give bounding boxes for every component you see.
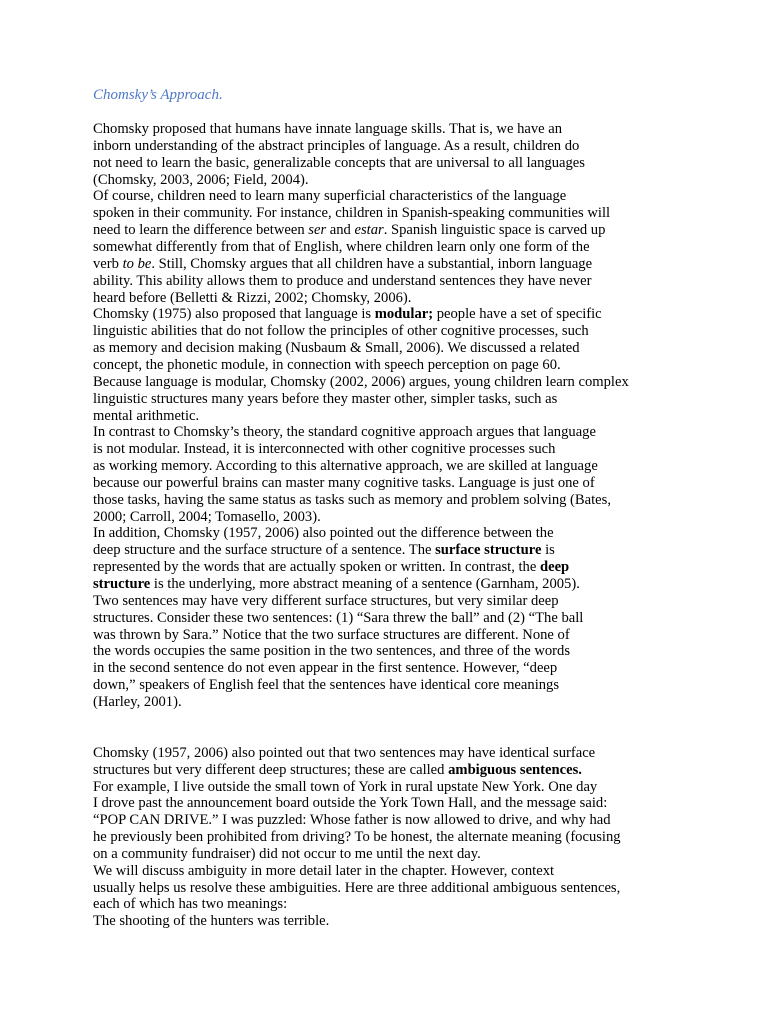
text-run: Chomsky (1957, 2006) also pointed out that two sentences may have identical surface: [93, 744, 596, 761]
text-line: [93, 441, 555, 458]
text-run: deep structure and the surface structure of a sentence. The: [93, 542, 436, 559]
text-run: and: [326, 222, 355, 239]
text-line: [93, 492, 611, 509]
text-run: each of which has two meanings:: [93, 896, 288, 913]
text-run: (Chomsky, 2003, 2006; Field, 2004).: [93, 171, 309, 188]
text-line: [93, 643, 570, 660]
text-line: [93, 340, 580, 357]
bold-term: structure: [93, 576, 151, 592]
text-run: as working memory. According to this alternative approach, we are skilled at language: [93, 458, 598, 474]
text-run: on a community fundraiser) did not occur to me until the next day.: [93, 845, 481, 862]
text-line: [93, 290, 411, 307]
text-run: “POP CAN DRIVE.” I was puzzled: Whose father is now allowed to drive, and why had: [93, 812, 611, 829]
text-run: 2000; Carroll, 2004; Tomasello, 2003).: [93, 508, 321, 525]
text-line: [93, 896, 287, 913]
text-line: [93, 323, 589, 340]
text-line: [93, 677, 559, 694]
text-line: [93, 155, 585, 172]
text-run: The shooting of the hunters was terrible.: [93, 913, 330, 930]
text-run: he previously been prohibited from driving? To be honest, the alternate meaning (focusing: [93, 829, 621, 845]
text-line: [93, 424, 596, 441]
text-run: is not modular. Instead, it is interconnected with other cognitive processes such: [93, 441, 556, 458]
text-run: Of course, children need to learn many superficial characteristics of the language: [93, 188, 567, 205]
text-run: Two sentences may have very different surface structures, but very similar deep: [93, 592, 559, 609]
text-run: the words occupies the same position in the two sentences, and three of the words: [93, 643, 571, 660]
text-run: Chomsky proposed that humans have innate language skills. That is, we have an: [93, 121, 563, 137]
text-line: [93, 660, 557, 677]
text-line: [93, 121, 562, 138]
text-line: [93, 188, 566, 205]
text-line: [93, 509, 321, 526]
text-line: [93, 222, 605, 239]
text-line: [93, 829, 621, 846]
text-line: [93, 913, 329, 930]
text-run: is: [541, 542, 555, 559]
text-line: [93, 762, 582, 779]
text-run: structures. Consider these two sentences: (1) “Sara threw the ball” and (2) “The ball: [93, 609, 584, 626]
text-line: [93, 576, 580, 593]
text-line: [93, 391, 557, 408]
text-run: inborn understanding of the abstract principles of language. As a result, children do: [93, 137, 580, 154]
text-run: usually helps us resolve these ambiguities. Here are three additional ambiguous sentences,: [93, 879, 621, 896]
bold-term: ambiguous sentences.: [448, 761, 582, 778]
text-run: need to learn the difference between: [93, 222, 309, 239]
text-run: is the underlying, more abstract meaning of a sentence (Garnham, 2005).: [150, 576, 580, 592]
text-run: those tasks, having the same status as tasks such as memory and problem solving (Bates,: [93, 491, 611, 508]
text-run: . Still, Chomsky argues that all children have a substantial, inborn language: [151, 255, 593, 272]
italic-term: ser: [308, 222, 327, 239]
text-run: I drove past the announcement board outside the York Town Hall, and the message said:: [93, 795, 608, 812]
text-line: [93, 542, 555, 559]
text-line: [93, 239, 590, 256]
section-heading: Chomsky’s Approach.: [93, 87, 223, 103]
text-run: . Spanish linguistic space is carved up: [383, 222, 606, 239]
text-line: [93, 172, 309, 189]
text-line: [93, 610, 583, 627]
text-run: For example, I live outside the small town of York in rural upstate New York. One day: [93, 778, 598, 795]
text-run: down,” speakers of English feel that the sentences have identical core meanings: [93, 677, 560, 694]
text-line: [93, 846, 481, 863]
text-line: [93, 812, 611, 829]
text-run: heard before (Belletti & Rizzi, 2002; Chomsky, 2006).: [93, 289, 412, 306]
bold-term: deep: [539, 559, 570, 576]
text-run: not need to learn the basic, generalizable concepts that are universal to all languages: [93, 154, 585, 171]
text-run: In contrast to Chomsky’s theory, the standard cognitive approach argues that language: [93, 424, 596, 441]
bold-term: modular;: [374, 306, 434, 323]
text-line: [93, 138, 579, 155]
text-line: [93, 475, 595, 492]
text-line: [93, 627, 570, 644]
text-run: somewhat differently from that of English, where children learn only one form of the: [93, 239, 590, 255]
text-run: In addition, Chomsky (1957, 2006) also pointed out the difference between the: [93, 525, 554, 542]
text-line: [93, 795, 607, 812]
text-line: [93, 374, 629, 391]
text-line: [93, 880, 620, 897]
text-run: represented by the words that are actually spoken or written. In contrast, the: [93, 559, 540, 576]
text-line: [93, 694, 182, 711]
text-line: [93, 408, 199, 425]
text-line: [93, 458, 598, 475]
text-run: spoken in their community. For instance, children in Spanish-speaking communities will: [93, 205, 611, 222]
text-line: [93, 525, 554, 542]
text-line: [93, 779, 597, 796]
text-run: was thrown by Sara.” Notice that the two surface structures are different. None of: [93, 626, 570, 643]
text-line: [93, 273, 591, 290]
text-line: [93, 205, 610, 222]
text-run: (Harley, 2001).: [93, 693, 182, 710]
text-run: Because language is modular, Chomsky (2002, 2006) argues, young children learn complex: [93, 373, 629, 390]
text-run: Chomsky (1975) also proposed that language is: [93, 306, 375, 323]
text-line: [93, 745, 595, 762]
text-line: [93, 306, 602, 323]
text-run: mental arithmetic.: [93, 407, 200, 424]
text-run: linguistic structures many years before they master other, simpler tasks, such as: [93, 390, 558, 407]
text-line: [93, 593, 559, 610]
text-run: concept, the phonetic module, in connection with speech perception on page 60.: [93, 356, 561, 373]
text-run: linguistic abilities that do not follow the principles of other cognitive processes, such: [93, 323, 589, 340]
text-run: as memory and decision making (Nusbaum & Small, 2006). We discussed a related: [93, 340, 580, 357]
text-run: We will discuss ambiguity in more detail later in the chapter. However, context: [93, 862, 555, 879]
italic-term: to be: [122, 255, 152, 272]
bold-term: surface structure: [435, 542, 542, 559]
italic-term: estar: [354, 222, 384, 239]
text-line: [93, 863, 554, 880]
text-line: [93, 559, 569, 576]
text-run: in the second sentence do not even appear in the first sentence. However, “deep: [93, 660, 558, 677]
text-run: ability. This ability allows them to produce and understand sentences they have never: [93, 272, 592, 289]
text-run: because our powerful brains can master many cognitive tasks. Language is just one of: [93, 474, 595, 491]
text-line: [93, 357, 561, 374]
text-run: people have a set of specific: [433, 306, 602, 323]
text-run: verb: [93, 255, 123, 272]
text-line: [93, 256, 592, 273]
text-run: structures but very different deep structures; these are called: [93, 761, 449, 778]
